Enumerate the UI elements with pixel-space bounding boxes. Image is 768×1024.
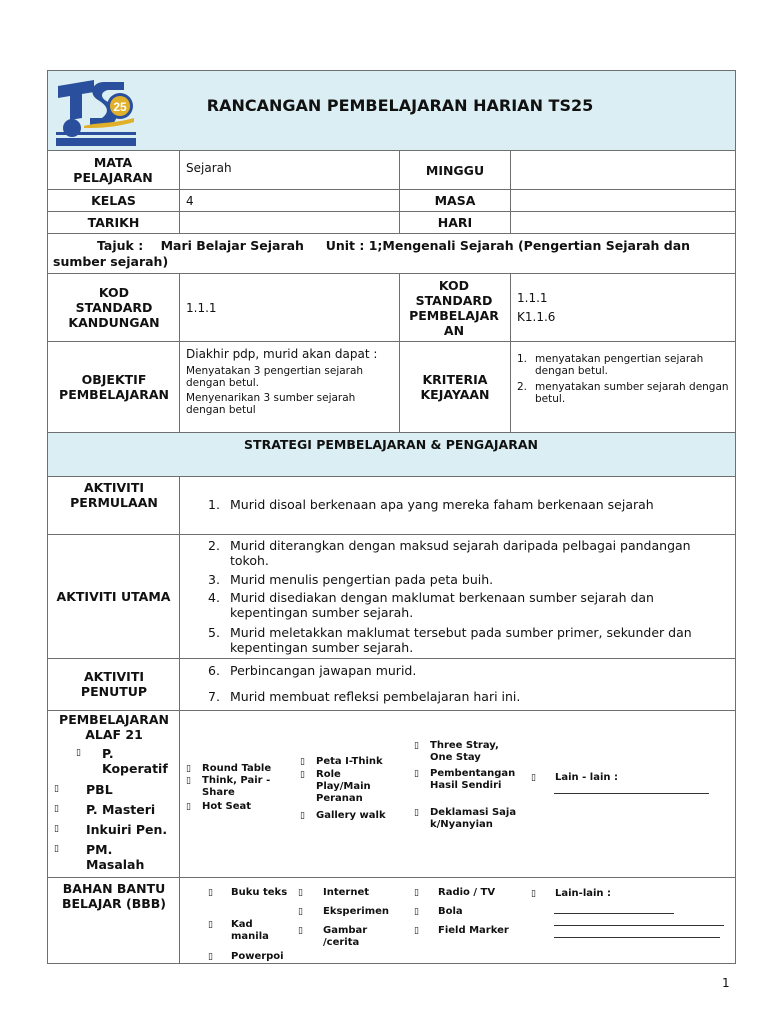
activity-text: Murid diterangkan dengan maksud sejarah daripada pelbagai pandangan tokoh.: [230, 538, 691, 568]
alaf21-option-pembentangan[interactable]: ▯ Pembentangan Hasil Sendiri: [414, 768, 516, 791]
alaf21-type-masalah: [54, 842, 174, 872]
activity-number: 1.: [208, 497, 220, 512]
activity-number: 4.: [208, 590, 220, 605]
activity-number: 2.: [208, 538, 220, 553]
page-title: RANCANGAN PEMBELAJARAN HARIAN TS25: [206, 96, 594, 115]
activity-number: 3.: [208, 572, 220, 587]
checkbox-icon[interactable]: ▯: [54, 784, 59, 794]
kod-standard-kandungan-value: 1.1.1: [186, 300, 217, 315]
activity-6: [208, 663, 708, 678]
bbb-lain-lain-blank-1[interactable]: [554, 913, 674, 914]
page-number: 1: [722, 976, 730, 990]
strategi-title: STRATEGI PEMBELAJARAN & PENGAJARAN: [244, 437, 538, 452]
checkbox-icon: ▯: [414, 741, 419, 751]
activity-text: Murid disediakan dengan maklumat berkenaan sumber sejarah dan kepentingan sumber sejarah.: [230, 590, 654, 620]
kod-standard-pembelajaran-value-2: K1.1.6: [517, 310, 556, 324]
tarikh-value: [186, 212, 396, 233]
kriteria-num-1: 1.: [517, 353, 528, 365]
kriteria-label: KRITERIA KEJAYAAN: [420, 372, 490, 402]
checkbox-icon: ▯: [208, 920, 213, 930]
kriteria-item-1: [517, 353, 731, 377]
alaf21-option-three-stray[interactable]: ▯ Three Stray, One Stay: [414, 740, 499, 763]
bbb-lain-lain-blank-2[interactable]: [554, 925, 724, 926]
aktiviti-permulaan-label: AKTIVITI PERMULAAN: [70, 480, 158, 510]
minggu-value: [516, 151, 731, 189]
kriteria-num-2: 2.: [517, 381, 528, 393]
kelas-value: 4: [186, 193, 194, 208]
activity-1: [208, 497, 728, 512]
aktiviti-penutup-label: AKTIVITI PENUTUP: [80, 669, 148, 699]
alaf21-option-think-pair-share[interactable]: ▯ Think, Pair - Share: [186, 775, 271, 798]
checkbox-icon: ▯: [531, 773, 536, 783]
activity-number: 7.: [208, 689, 220, 704]
hari-label: HARI: [437, 215, 473, 230]
bbb-option-bola[interactable]: ▯ Bola: [414, 906, 463, 917]
checkbox-icon: ▯: [531, 889, 536, 899]
alaf21-option-round-table[interactable]: ▯ Round Table: [186, 763, 272, 774]
objektif-item-1: Menyatakan 3 pengertian sejarah dengan betul.: [186, 365, 364, 389]
bbb-option-kad-manila[interactable]: ▯ Kad manila: [208, 919, 269, 942]
activity-3: [208, 572, 708, 587]
kelas-label: KELAS: [91, 193, 136, 208]
checkbox-icon: ▯: [208, 952, 213, 962]
alaf21-option-deklamasi[interactable]: ▯ Deklamasi Sajak/Nyanyian: [414, 807, 517, 830]
checkbox-icon: ▯: [298, 926, 303, 936]
checkbox-icon: ▯: [414, 888, 419, 898]
kriteria-text-1: menyatakan pengertian sejarah dengan betul.: [535, 353, 704, 377]
bbb-option-internet[interactable]: ▯ Internet: [298, 887, 370, 898]
masa-value: [516, 190, 731, 211]
activity-number: 5.: [208, 625, 220, 640]
masa-label: MASA: [434, 193, 476, 208]
tarikh-label: TARIKH: [87, 215, 140, 230]
checkbox-icon: ▯: [186, 764, 191, 774]
kriteria-text-2: menyatakan sumber sejarah dengan betul.: [535, 381, 729, 405]
checkbox-icon: ▯: [414, 808, 419, 818]
activity-7: [208, 689, 708, 704]
activity-text: Murid membuat refleksi pembelajaran hari ini.: [230, 689, 521, 704]
alaf21-type-masteri: [54, 802, 174, 817]
checkbox-icon[interactable]: ▯: [54, 824, 59, 834]
ts25-logo: [54, 72, 138, 148]
svg-text:25: 25: [113, 100, 127, 114]
tajuk-line-2: sumber sejarah): [53, 254, 169, 269]
kod-standard-pembelajaran-label: KOD STANDARD PEMBELAJAR AN: [409, 277, 499, 338]
objektif-item-2: Menyenarikan 3 sumber sejarah dengan betul: [186, 392, 356, 416]
activity-4: [208, 590, 708, 620]
checkbox-icon: ▯: [414, 926, 419, 936]
checkbox-icon: ▯: [414, 907, 419, 917]
bbb-option-eksperimen[interactable]: ▯ Eksperimen: [298, 906, 390, 917]
alaf21-type-label: P. Masteri: [86, 802, 156, 817]
bbb-lain-lain-blank-3[interactable]: [554, 937, 720, 938]
alaf21-type-label: PBL: [86, 782, 113, 797]
objektif-intro: Diakhir pdp, murid akan dapat :: [186, 347, 378, 361]
checkbox-icon: ▯: [186, 776, 191, 786]
alaf21-type-pbl: [54, 782, 174, 797]
alaf21-lain-lain-blank[interactable]: [554, 793, 709, 794]
alaf21-type-label: Inkuiri Pen.: [86, 822, 168, 837]
bbb-option-field-marker[interactable]: ▯ Field Marker: [414, 925, 509, 936]
alaf21-option-gallery-walk[interactable]: ▯ Gallery walk: [300, 810, 386, 821]
bbb-option-buku-teks[interactable]: ▯ Buku teks: [208, 887, 288, 898]
kod-standard-pembelajaran-value-1: 1.1.1: [517, 291, 548, 305]
alaf21-option-role-play[interactable]: ▯ Role Play/Main Peranan: [300, 769, 371, 804]
alaf21-label: PEMBELAJARAN ALAF 21: [59, 712, 169, 742]
minggu-label: MINGGU: [425, 162, 485, 178]
activity-2: [208, 538, 708, 568]
checkbox-icon[interactable]: ▯: [76, 748, 81, 758]
bbb-option-radio-tv[interactable]: ▯ Radio / TV: [414, 887, 496, 898]
checkbox-icon: ▯: [298, 888, 303, 898]
bbb-option-powerpoint[interactable]: ▯ Powerpoi: [208, 951, 284, 962]
checkbox-icon: ▯: [414, 769, 419, 779]
checkbox-icon: ▯: [300, 811, 305, 821]
activity-5: [208, 625, 708, 655]
activity-number: 6.: [208, 663, 220, 678]
checkbox-icon: ▯: [300, 770, 305, 780]
checkbox-icon[interactable]: ▯: [54, 844, 59, 854]
bbb-label: BAHAN BANTU BELAJAR (BBB): [61, 881, 167, 911]
checkbox-icon: ▯: [298, 907, 303, 917]
activity-text: Murid disoal berkenaan apa yang mereka faham berkenaan sejarah: [230, 497, 654, 512]
alaf21-type-koperatif: [76, 746, 176, 776]
bbb-option-lain-lain[interactable]: ▯ Lain-lain :: [531, 888, 612, 899]
aktiviti-utama-label: AKTIVITI UTAMA: [56, 589, 171, 604]
kod-standard-kandungan-label: KOD STANDARD KANDUNGAN: [68, 285, 160, 330]
alaf21-type-inkuiri: [54, 822, 174, 837]
hari-value: [516, 212, 731, 233]
mata-pelajaran-value: Sejarah: [186, 161, 232, 175]
alaf21-option-hot-seat[interactable]: ▯ Hot Seat: [186, 801, 252, 812]
mata-pelajaran-label: MATA PELAJARAN: [73, 155, 153, 185]
kriteria-item-2: [517, 381, 731, 405]
checkbox-icon[interactable]: ▯: [54, 804, 59, 814]
checkbox-icon: ▯: [208, 888, 213, 898]
tajuk-line-1: Tajuk : Mari Belajar Sejarah Unit : 1;Mengenali Sejarah (Pengertian Sejarah dan: [97, 238, 691, 253]
checkbox-icon: ▯: [300, 757, 305, 767]
alaf21-type-label: PM. Masalah: [86, 842, 145, 872]
alaf21-type-label: P. Koperatif: [102, 746, 168, 776]
alaf21-option-peta-i-think[interactable]: ▯ Peta I-Think: [300, 756, 383, 767]
checkbox-icon: ▯: [186, 802, 191, 812]
activity-text: Murid menulis pengertian pada peta buih.: [230, 572, 494, 587]
objektif-label: OBJEKTIF PEMBELAJARAN: [59, 372, 169, 402]
alaf21-option-lain-lain[interactable]: ▯ Lain - lain :: [531, 772, 618, 783]
activity-text: Perbincangan jawapan murid.: [230, 663, 417, 678]
activity-text: Murid meletakkan maklumat tersebut pada sumber primer, sekunder dan kepentingan sumber sejarah.: [230, 625, 692, 655]
bbb-option-gambar-cerita[interactable]: ▯ Gambar /cerita: [298, 925, 368, 948]
